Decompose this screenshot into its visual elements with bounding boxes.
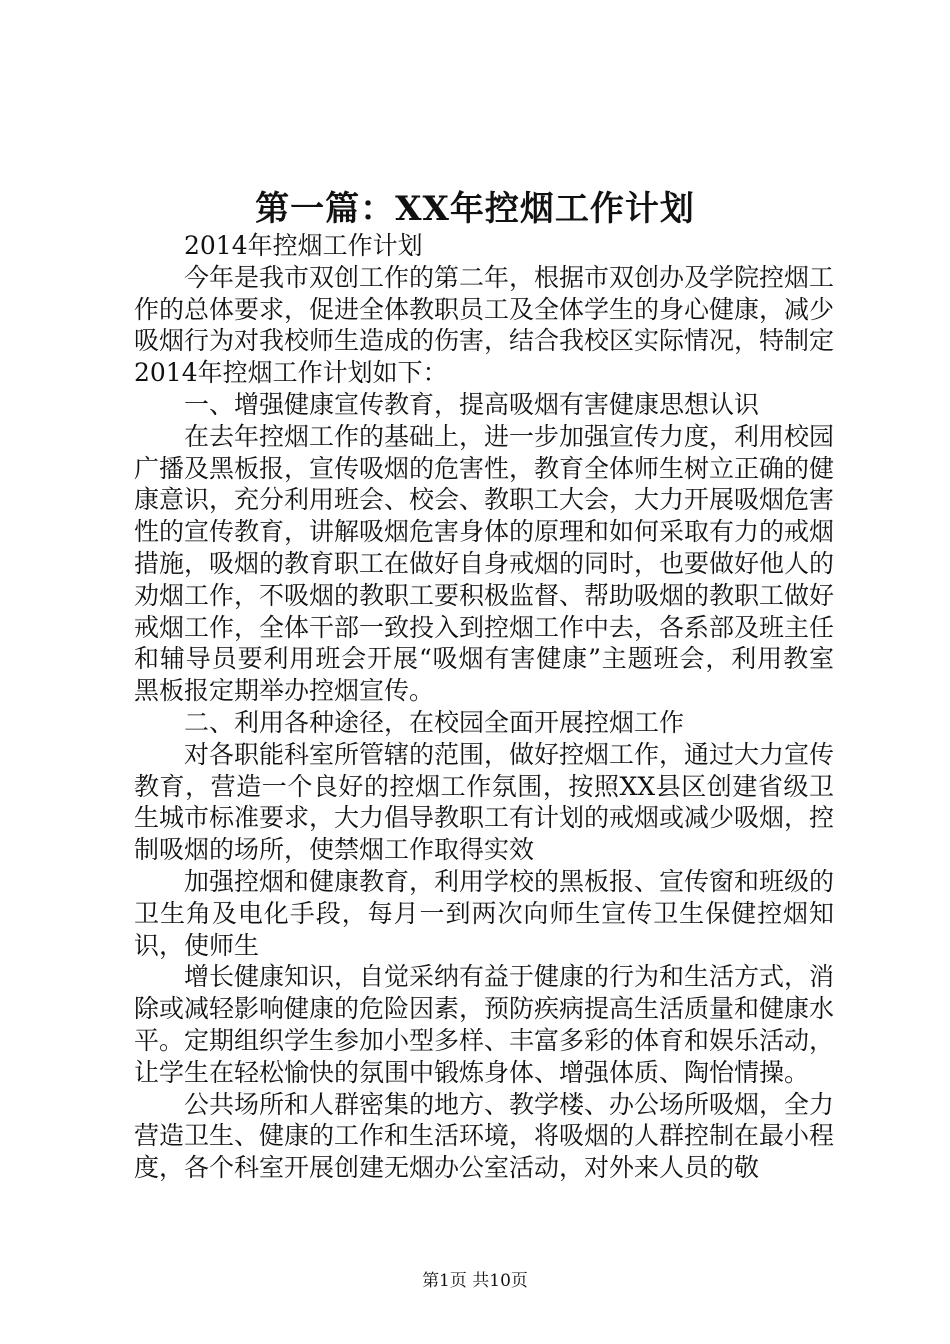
paragraph-intro: 今年是我市双创工作的第二年，根据市双创办及学院控烟工作的总体要求，促进全体教职员工及全体学生的身心健康，减少吸烟行为对我校师生造成的伤害，结合我校区实际情况，特制定2014年控烟工作计划如下：: [134, 262, 835, 388]
paragraph-section-1: 在去年控烟工作的基础上，进一步加强宣传力度，利用校园广播及黑板报，宣传吸烟的危害性，教育全体师生树立正确的健康意识，充分利用班会、校会、教职工大会，大力开展吸烟危害性的宣传教育，讲解吸烟危害身体的原理和如何采取有力的戒烟措施，吸烟的教育职工在做好自身戒烟的同时，也要做好他人的劝烟工作，不吸烟的教职工要积极监督、帮助吸烟的教职工做好戒烟工作，全体干部一致投入到控烟工作中去，各系部及班主任和辅导员要利用班会开展“吸烟有害健康”主题班会，利用教室黑板报定期举办控烟宣传。: [134, 421, 835, 706]
section-heading-1: 一、增强健康宣传教育，提高吸烟有害健康思想认识: [184, 389, 760, 419]
section-heading-2: 二、利用各种途径，在校园全面开展控烟工作: [184, 707, 685, 737]
paragraph-section-2b: 加强控烟和健康教育，利用学校的黑板报、宣传窗和班级的卫生角及电化手段，每月一到两次向师生宣传卫生保健控烟知识，使师生: [134, 866, 835, 960]
document-body: [134, 230, 834, 1184]
paragraph-subtitle: 2014年控烟工作计划: [184, 231, 423, 260]
paragraph-section-2a: 对各职能科室所管辖的范围，做好控烟工作，通过大力宣传教育，营造一个良好的控烟工作氛围，按照XX县区创建省级卫生城市标准要求，大力倡导教职工有计划的戒烟或减少吸烟，控制吸烟的场所，使禁烟工作取得实效: [134, 739, 835, 865]
paragraph-section-2c: 增长健康知识，自觉采纳有益于健康的行为和生活方式，消除或减轻影响健康的危险因素，预防疾病提高生活质量和健康水平。定期组织学生参加小型多样、丰富多彩的体育和娱乐活动，让学生在轻松愉快的氛围中锻炼身体、增强体质、陶怡情操。: [134, 962, 835, 1087]
document-title: 第一篇：XX年控烟工作计划: [255, 189, 695, 229]
paragraph-section-2d: 公共场所和人群密集的地方、教学楼、办公场所吸烟，全力营造卫生、健康的工作和生活环境，将吸烟的人群控制在最小程度，各个科室开展创建无烟办公室活动，对外来人员的敬: [134, 1089, 835, 1183]
page-footer: 第1页 共10页: [422, 1271, 528, 1291]
